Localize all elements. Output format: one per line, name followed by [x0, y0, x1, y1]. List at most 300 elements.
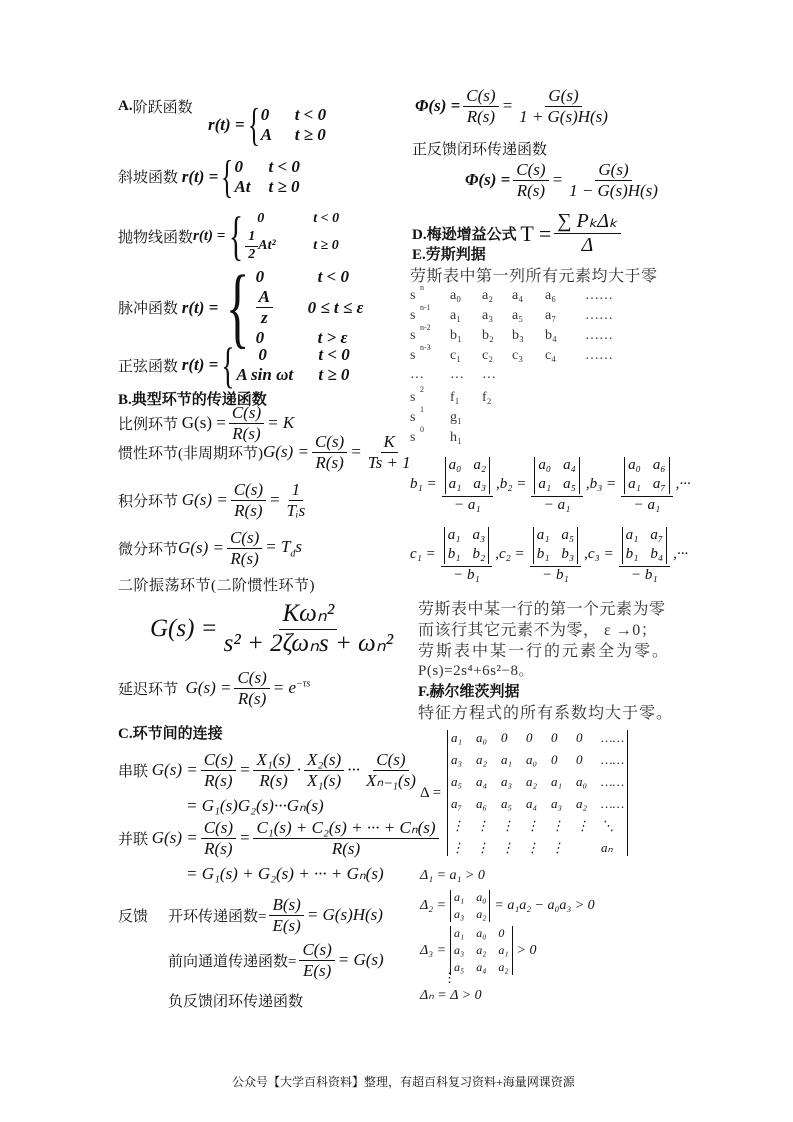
matrix-entry: 0: [526, 730, 533, 745]
denominator: R(s): [315, 452, 344, 472]
footer-note: 公众号【大学百科资料】整理，有超百科复习资料+海量网课资源: [232, 1075, 575, 1089]
routh-cell: f₂: [482, 390, 492, 405]
case-value: 0: [260, 104, 270, 124]
determinant: [445, 457, 490, 494]
denominator: R(s): [204, 770, 233, 790]
routh-example-polynomial: P(s)=2s⁴+6s²−8。: [418, 663, 534, 679]
matrix-entry: ⋮: [551, 818, 565, 833]
numerator: K: [381, 432, 398, 453]
step-lhs: r(t) =: [208, 114, 245, 134]
parallel-sum: = G₁(s) + G₂(s) + ··· + Gₙ(s): [186, 864, 384, 883]
routh-cell: c₁: [450, 348, 462, 363]
b-fraction: [442, 455, 493, 514]
ramp-lhs: r(t) =: [181, 166, 219, 186]
routh-criterion: 劳斯表中第一列所有元素均大于零: [410, 268, 658, 285]
matrix-entry: a₃: [501, 774, 513, 789]
det-entry: a₃: [454, 943, 465, 957]
derivative-element: [118, 528, 302, 568]
ramp-cases: [218, 150, 300, 203]
matrix-entry: ⋮: [451, 818, 465, 833]
numerator: Kωₙ²: [279, 600, 337, 630]
determinant: [444, 527, 489, 564]
case-condition: t ≥ 0: [313, 238, 339, 253]
case-condition: t < 0: [317, 267, 349, 287]
det-entry: b₁: [536, 546, 550, 563]
matrix-entry: a₂: [576, 796, 588, 811]
proportional-label: 比例环节: [118, 416, 179, 433]
g-lhs: G(s) =: [178, 538, 224, 558]
equals: =: [551, 170, 564, 190]
c-fraction: [530, 525, 581, 584]
half-numerator: 1: [245, 229, 258, 246]
integral-element: [118, 480, 311, 520]
matrix-entry: ⋮: [576, 818, 590, 833]
feedback-open-loop: [118, 895, 383, 935]
det-entry: a₀: [538, 457, 552, 473]
separator: ,: [495, 545, 499, 562]
routh-row-exponent: 1: [420, 405, 424, 414]
parallel-label: 并联: [118, 831, 149, 848]
det-entry: a₂: [476, 943, 487, 957]
matrix-entry: a₆: [476, 796, 488, 811]
routh-row-exponent: n: [420, 283, 424, 292]
b-lhs: b₂ =: [499, 475, 527, 492]
routh-row-power: s: [410, 308, 416, 323]
numerator: C₁(s) + C₂(s) + ··· + Cₙ(s): [253, 818, 438, 839]
det-entry: a₆: [652, 457, 666, 473]
case-value: 0: [255, 267, 265, 287]
routh-note-2: 而该行其它元素不为零， ε →0；: [418, 622, 658, 639]
numerator: C(s): [227, 528, 262, 549]
delta-n: Δₙ = Δ > 0: [420, 988, 482, 1003]
denominator: − b₁: [542, 566, 569, 583]
det-entry: a₁: [448, 476, 462, 493]
det-entry: b₃: [561, 546, 575, 563]
numerator: C(s): [312, 432, 347, 453]
routh-cell: a₄: [512, 288, 524, 303]
case-value: 0: [258, 345, 267, 364]
ellipsis: ···: [347, 760, 360, 780]
routh-cell: c₂: [482, 348, 494, 363]
b-fraction: [531, 455, 582, 514]
det-entry: a₃: [472, 527, 486, 543]
det-entry: a₁: [447, 527, 461, 543]
numerator: C(s): [234, 668, 269, 689]
case-value: 0: [234, 156, 243, 176]
det-entry: a₅: [563, 476, 576, 493]
denominator: Xₙ₋₁(s): [365, 770, 416, 790]
parabola-lhs: r(t) =: [193, 227, 226, 244]
numerator: C(s): [299, 940, 334, 961]
numerator: G(s): [595, 160, 631, 181]
routh-cell: b₃: [512, 328, 524, 343]
section-e-heading: E.劳斯判据: [412, 247, 486, 263]
case-condition: t ≥ 0: [318, 365, 350, 384]
routh-row-power: …: [410, 367, 424, 382]
matrix-entry: ⋮: [501, 818, 515, 833]
series-connection: [118, 750, 422, 790]
mason-lhs: T =: [520, 220, 552, 246]
denominator: Δ: [581, 234, 594, 256]
equals: =: [238, 760, 251, 780]
series-label: 串联: [118, 763, 149, 780]
b-lhs: b₃ =: [589, 475, 617, 492]
numerator: [530, 525, 581, 567]
matrix-entry: ⋮: [501, 840, 515, 855]
numerator: C(s): [513, 160, 548, 181]
denominator: R(s): [237, 688, 267, 708]
left-brace: [221, 150, 233, 203]
matrix-entry: ……: [601, 730, 625, 745]
denominator: R(s): [466, 106, 496, 126]
matrix-entry: 0: [501, 730, 508, 745]
separator: ,···: [673, 545, 689, 562]
parallel-connection: [118, 818, 442, 858]
delta-2-rhs: = a₁a₂ − a₀a₃ > 0: [494, 898, 595, 913]
case-value: 0: [255, 327, 265, 347]
routh-cell: b₄: [545, 328, 557, 343]
matrix-entry: a₂: [526, 774, 538, 789]
matrix-entry: a₄: [476, 774, 488, 789]
separator: ,: [584, 545, 588, 562]
routh-row-power: s: [410, 288, 416, 303]
matrix-entry: a₀: [526, 752, 538, 767]
det-entry: b₂: [472, 546, 486, 563]
c-fraction: [619, 525, 670, 584]
separator: ,···: [675, 475, 691, 492]
matrix-entry: a₅: [451, 774, 463, 789]
matrix-entry: a₂: [476, 752, 488, 767]
exponent: −τs: [296, 678, 311, 690]
equals: =: [238, 828, 251, 848]
numerator: ∑ PₖΔₖ: [554, 210, 620, 234]
matrix-entry: ⋱: [601, 818, 615, 833]
g-lhs: G(s) =: [151, 828, 198, 848]
determinant: [622, 527, 667, 564]
matrix-entry: [576, 840, 589, 856]
b-lhs: b₁ =: [410, 475, 437, 492]
delta-lhs: Δ =: [420, 784, 442, 801]
derivative-rhs: = T: [265, 536, 291, 556]
matrix-entry: ……: [601, 752, 625, 767]
det-entry: a₄: [476, 960, 487, 974]
det-entry: a₀: [448, 457, 462, 473]
delay-label: 延迟环节: [118, 681, 179, 698]
denominator: − a₁: [543, 496, 571, 513]
routh-cell: g₁: [450, 410, 462, 425]
det-entry: a₂: [476, 907, 487, 921]
matrix-entry: a₁: [451, 730, 463, 745]
det-entry: a₅: [561, 527, 575, 543]
numerator: B(s): [269, 895, 303, 916]
denominator: R(s): [230, 548, 259, 568]
denominator: R(s): [331, 838, 361, 858]
routh-cell: ……: [585, 328, 613, 343]
delta-3: [420, 926, 537, 975]
det-entry: 0: [498, 926, 505, 940]
det-entry: a₇: [652, 476, 666, 493]
routh-row-power: s: [410, 390, 416, 405]
c-lhs: c₃ =: [587, 545, 614, 562]
matrix-entry: a₅: [501, 796, 513, 811]
routh-row-power: s: [410, 348, 416, 363]
inertial-element: [118, 432, 417, 472]
step-function: [208, 98, 326, 151]
routh-row-power: s: [410, 410, 416, 425]
case-condition: t < 0: [294, 104, 327, 124]
numerator: C(s): [373, 750, 408, 771]
routh-cell: …: [482, 367, 496, 382]
case-condition: t < 0: [318, 345, 350, 364]
second-order-label: 二阶振荡环节(二阶惯性环节): [118, 578, 315, 594]
routh-cell: ……: [585, 348, 613, 363]
positive-closed-loop-formula: [465, 160, 664, 200]
phi-lhs: Φ(s) =: [415, 96, 461, 116]
sine-cases: [218, 336, 349, 394]
matrix-entry: a₀: [576, 774, 588, 789]
routh-cell: b₁: [450, 328, 462, 343]
matrix-entry: 0: [576, 752, 583, 767]
positive-feedback-label: 正反馈闭环传递函数: [412, 142, 548, 158]
routh-cell: b₂: [482, 328, 494, 343]
routh-cell: a₃: [482, 308, 494, 323]
matrix-entry: ⋮: [476, 840, 490, 855]
negative-feedback-label: 负反馈闭环传递函数: [168, 994, 304, 1010]
routh-cell: a₀: [450, 288, 462, 303]
step-cases: [245, 98, 327, 151]
routh-row-exponent: 2: [420, 385, 424, 394]
determinant: [534, 457, 579, 494]
numerator: 1: [289, 480, 304, 501]
matrix-entry: a₁: [551, 774, 563, 789]
det-entry: a₀: [476, 926, 487, 940]
det-entry: a₄: [563, 457, 576, 473]
case-value: At: [234, 176, 251, 196]
hurwitz-matrix: [420, 730, 628, 856]
matrix-entry: ⋮: [551, 840, 565, 855]
phi-lhs: Φ(s) =: [465, 170, 511, 190]
case-condition: t < 0: [268, 156, 300, 176]
forward-label: 前向通道传递函数=: [168, 953, 297, 970]
impulse-numerator: A: [256, 287, 273, 308]
denominator: E(s): [272, 915, 301, 935]
det-entry: a₃: [473, 476, 487, 493]
det-entry: a₃: [454, 907, 465, 921]
c-formulas: [410, 525, 688, 584]
section-a-heading: [118, 96, 193, 117]
case-value: 0: [257, 211, 265, 227]
routh-row-exponent: 0: [420, 425, 424, 434]
impulse-lhs: r(t) =: [181, 297, 219, 317]
denominator: − a₁: [633, 496, 661, 513]
forward-rhs: = G(s): [337, 950, 384, 970]
matrix-entry: ……: [601, 796, 625, 811]
denominator: − b₁: [631, 566, 658, 583]
parabola-label: 抛物线函数: [118, 229, 194, 246]
impulse-denominator: z: [260, 308, 268, 327]
g-lhs: G(s) =: [181, 413, 226, 433]
separator: ,: [496, 475, 500, 492]
section-c-heading: C.环节间的连接: [118, 726, 223, 742]
det-entry: a₁: [536, 527, 550, 543]
det-entry: a₂: [498, 960, 509, 974]
routh-cell: a₁: [450, 308, 462, 323]
matrix-entry: a₃: [551, 796, 563, 811]
g-lhs: G(s) =: [150, 615, 218, 643]
routh-row-power: s: [410, 328, 416, 343]
numerator: C(s): [201, 750, 236, 771]
delta-2-lhs: Δ₂ =: [420, 898, 447, 913]
case-condition: t > ε: [317, 327, 348, 347]
numerator: [442, 455, 493, 497]
denominator: R(s): [234, 500, 263, 520]
det-entry: a₁: [628, 476, 641, 493]
numerator: C(s): [463, 86, 498, 107]
routh-cell: …: [450, 367, 464, 382]
routh-row-exponent: n-3: [420, 343, 431, 352]
numerator: X₂(s): [304, 750, 344, 771]
g-lhs: G(s) =: [263, 442, 309, 462]
case-condition: t < 0: [313, 211, 340, 227]
matrix-entry: ⋮: [476, 818, 490, 833]
det-entry: b₁: [625, 546, 639, 563]
heading-text: 阶跃函数: [132, 100, 193, 116]
sine-label: 正弦函数: [118, 358, 179, 375]
det-entry: a₀: [628, 457, 641, 473]
delta-3-determinant: [450, 926, 513, 975]
routh-cell: a₆: [545, 288, 557, 303]
determinant: [533, 527, 578, 564]
equals: =: [501, 96, 514, 116]
vertical-ellipsis: ⋮: [443, 970, 456, 985]
delay-element: [118, 668, 310, 708]
matrix-entry: 0: [576, 730, 583, 745]
denominator: R(s): [259, 770, 288, 790]
matrix-entry: 0: [551, 730, 558, 745]
ramp-label: 斜坡函数: [118, 170, 179, 186]
b-fraction: [621, 455, 672, 514]
integral-label: 积分环节: [118, 493, 179, 510]
det-entry: b₄: [650, 546, 664, 563]
det-entry: a₅: [454, 960, 465, 974]
det-entry: b₁: [447, 546, 461, 563]
numerator: G(s): [545, 86, 581, 107]
denominator: Ts + 1: [367, 452, 411, 472]
left-brace: [248, 98, 260, 151]
numerator: [621, 455, 672, 497]
routh-row-exponent: n-1: [420, 303, 431, 312]
matrix-entry: a₇: [451, 796, 463, 811]
delta-1: Δ₁ = a₁ > 0: [420, 868, 485, 883]
negative-closed-loop-formula: [415, 86, 614, 126]
routh-cell: ……: [585, 288, 613, 303]
matrix-entry: ⋮: [451, 840, 465, 855]
dot: ·: [296, 760, 301, 780]
section-d-heading: D.梅逊增益公式: [412, 227, 517, 243]
derivative-label: 微分环节: [118, 541, 179, 558]
denominator: R(s): [516, 180, 546, 200]
det-entry: a₁: [498, 943, 509, 957]
sine-lhs: r(t) =: [181, 355, 219, 374]
equals: =: [350, 442, 362, 462]
matrix-entry: a₄: [526, 796, 538, 811]
numerator: [619, 525, 670, 567]
denominator: Tᵢs: [286, 500, 306, 520]
numerator: C(s): [231, 480, 266, 501]
det-entry: a₁: [625, 527, 639, 543]
denominator: − a₁: [454, 496, 481, 513]
c-lhs: c₁ =: [410, 545, 436, 562]
left-brace: [222, 336, 235, 394]
case-value: At²: [258, 238, 276, 254]
routh-cell: a₅: [512, 308, 524, 323]
matrix-entry: ……: [601, 774, 625, 789]
g-lhs: G(s) =: [151, 760, 198, 780]
numerator: [531, 455, 582, 497]
numerator: C(s): [201, 818, 236, 839]
hurwitz-criterion: 特征方程式的所有系数均大于零。: [418, 705, 674, 722]
routh-cell: c₄: [545, 348, 557, 363]
denominator: X₁(s): [306, 770, 342, 790]
section-b-heading: B.典型环节的传递函数: [118, 392, 267, 408]
numerator: X₁(s): [253, 750, 293, 771]
delta-3-rhs: > 0: [516, 942, 537, 958]
proportional-rhs: = K: [267, 413, 295, 433]
det-entry: a₂: [473, 457, 487, 473]
b-formulas: [410, 455, 691, 514]
heading-prefix: A.: [118, 98, 133, 114]
hurwitz-determinant: [447, 730, 628, 856]
case-value: A: [260, 124, 273, 144]
det-entry: a₀: [476, 890, 487, 904]
case-value: A sin ωt: [236, 365, 294, 384]
inertial-label: 惯性环节(非周期环节): [118, 445, 263, 462]
det-entry: a₇: [650, 527, 664, 543]
subscript: d: [290, 548, 296, 560]
ramp-function: [118, 150, 300, 203]
c-fraction: [441, 525, 492, 584]
delta-2-determinant: [450, 890, 490, 922]
denominator: 1 − G(s)H(s): [569, 180, 658, 200]
denominator: 1 + G(s)H(s): [519, 106, 608, 126]
matrix-entry: a₀: [476, 730, 488, 745]
matrix-entry: ⋮: [526, 818, 540, 833]
open-loop-label: 开环传递函数=: [168, 908, 267, 925]
equals: =: [268, 490, 281, 510]
matrix-entry: a₁: [501, 752, 513, 767]
feedback-label: 反馈: [118, 908, 149, 925]
numerator: C(s): [229, 403, 264, 424]
routh-cell: f₁: [450, 390, 460, 405]
det-entry: a₁: [538, 476, 552, 493]
routh-cell: a₇: [545, 308, 557, 323]
delay-rhs: = e: [272, 678, 297, 698]
g-lhs: G(s) =: [181, 490, 228, 510]
impulse-label: 脉冲函数: [118, 301, 179, 317]
g-lhs: G(s) =: [185, 678, 232, 698]
derivative-rhs-tail: s: [295, 536, 303, 556]
denominator: − b₁: [453, 566, 480, 583]
routh-cell: h₁: [450, 430, 462, 445]
c-lhs: c₂ =: [498, 545, 525, 562]
denominator: E(s): [302, 960, 332, 980]
routh-note-1: 劳斯表中某一行的第一个元素为零: [418, 601, 666, 618]
determinant: [624, 457, 669, 494]
half-denominator: 2: [248, 246, 256, 262]
numerator: [441, 525, 492, 567]
routh-row-power: s: [410, 430, 416, 445]
case-condition: 0 ≤ t ≤ ε: [307, 297, 364, 317]
